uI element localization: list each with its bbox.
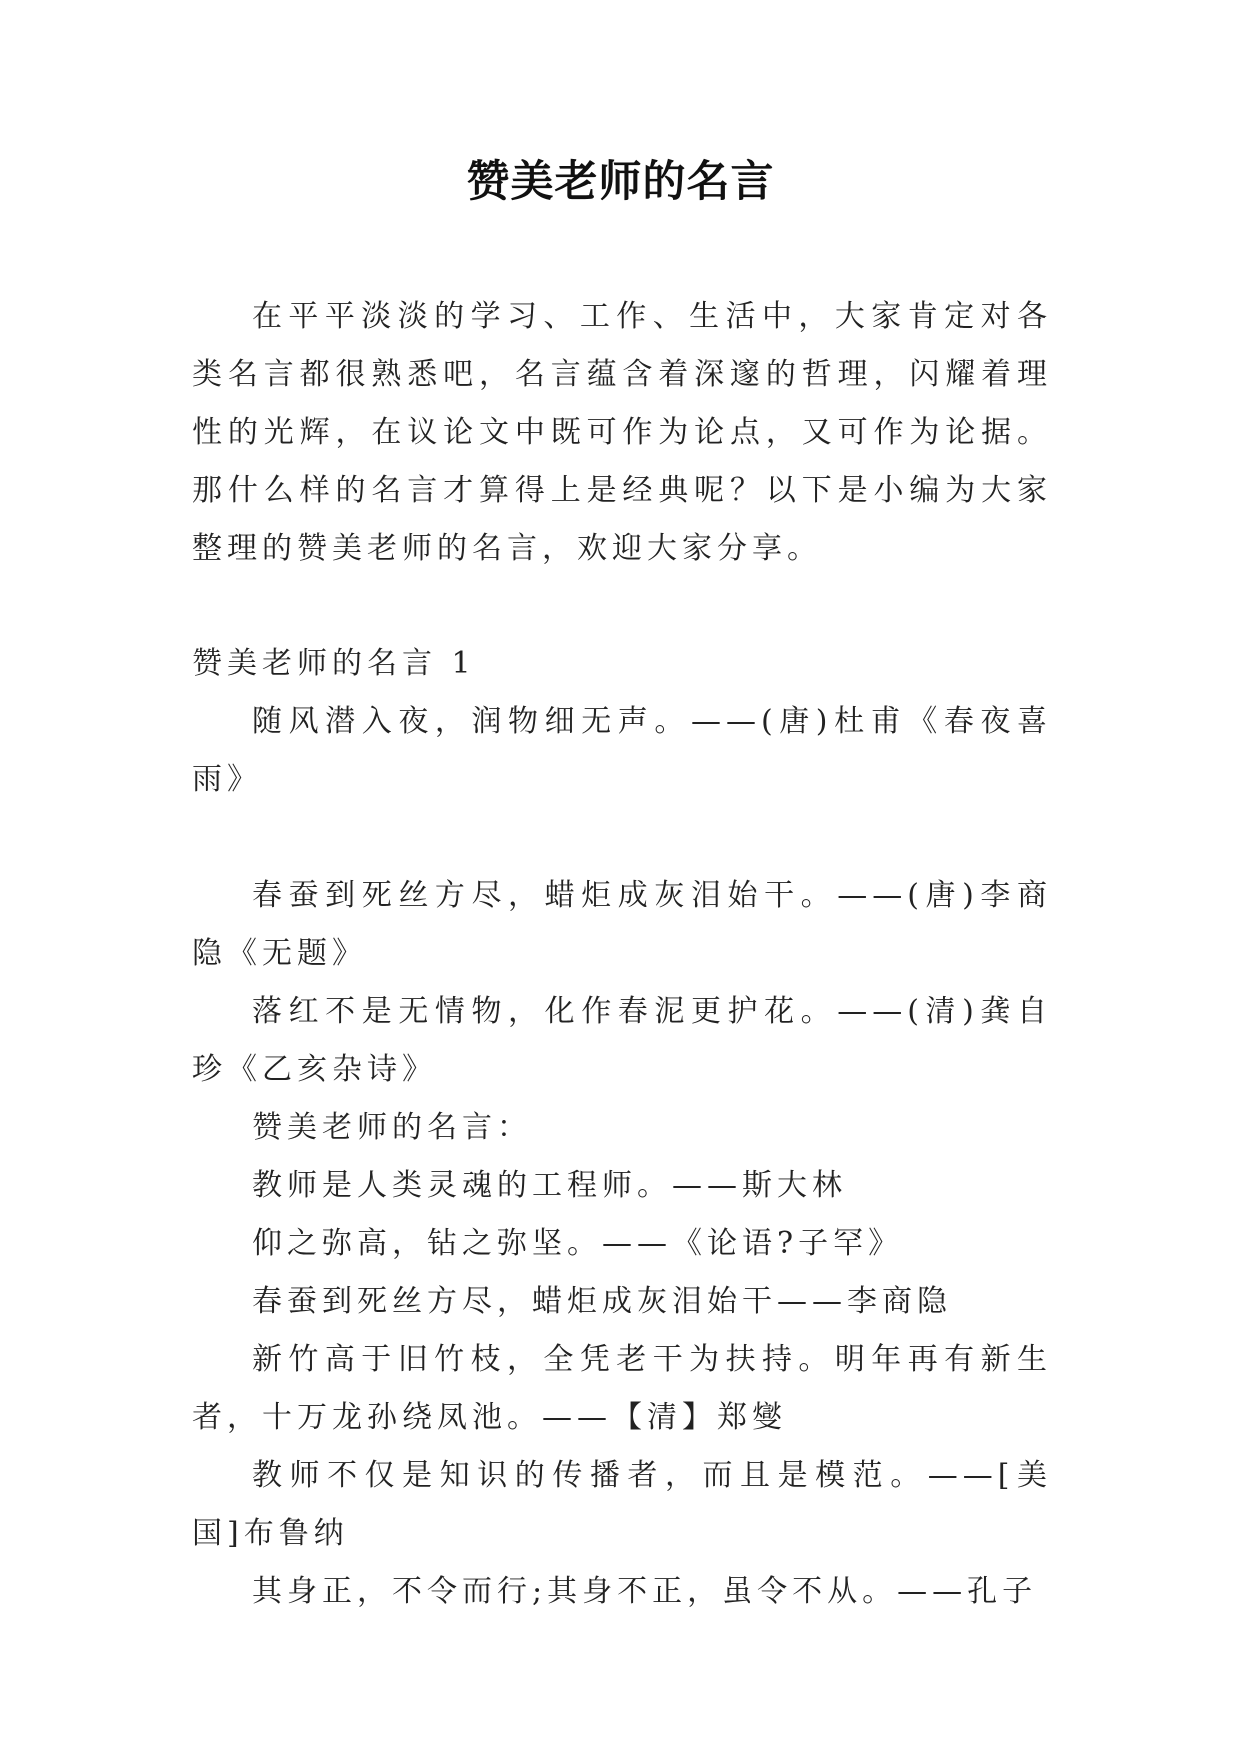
quote-paragraph: 教师不仅是知识的传播者，而且是模范。——[美国]布鲁纳 [192,1458,1052,1551]
quote-paragraph: 春蚕到死丝方尽，蜡炬成灰泪始干——李商隐 [252,1284,952,1319]
subheading-paragraph: 赞美老师的名言： [252,1110,532,1145]
section-heading: 赞美老师的名言 1 [192,646,476,681]
document-title: 赞美老师的名言 [466,157,775,207]
quote-paragraph: 仰之弥高，钻之弥坚。——《论语?子罕》 [252,1226,904,1261]
quote-paragraph: 落红不是无情物，化作春泥更护花。——(清)龚自珍《乙亥杂诗》 [192,994,1052,1087]
quote-paragraph: 新竹高于旧竹枝，全凭老干为扶持。明年再有新生者，十万龙孙绕凤池。——【清】郑燮 [192,1342,1052,1435]
quote-paragraph: 春蚕到死丝方尽，蜡炬成灰泪始干。——(唐)李商隐《无题》 [192,878,1052,971]
quote-paragraph: 随风潜入夜，润物细无声。——(唐)杜甫《春夜喜雨》 [192,704,1052,797]
document-body [192,288,1052,1621]
quote-paragraph: 教师是人类灵魂的工程师。——斯大林 [252,1168,847,1203]
quote-paragraph: 其身正，不令而行;其身不正，虽令不从。——孔子 [252,1574,1038,1609]
intro-paragraph: 在平平淡淡的学习、工作、生活中，大家肯定对各类名言都很熟悉吧，名言蕴含着深邃的哲理，闪耀着理性的光辉，在议论文中既可作为论点，又可作为论据。那什么样的名言才算得上是经典呢？以下是小编为大家整理的赞美老师的名言，欢迎大家分享。 [192,299,1052,566]
